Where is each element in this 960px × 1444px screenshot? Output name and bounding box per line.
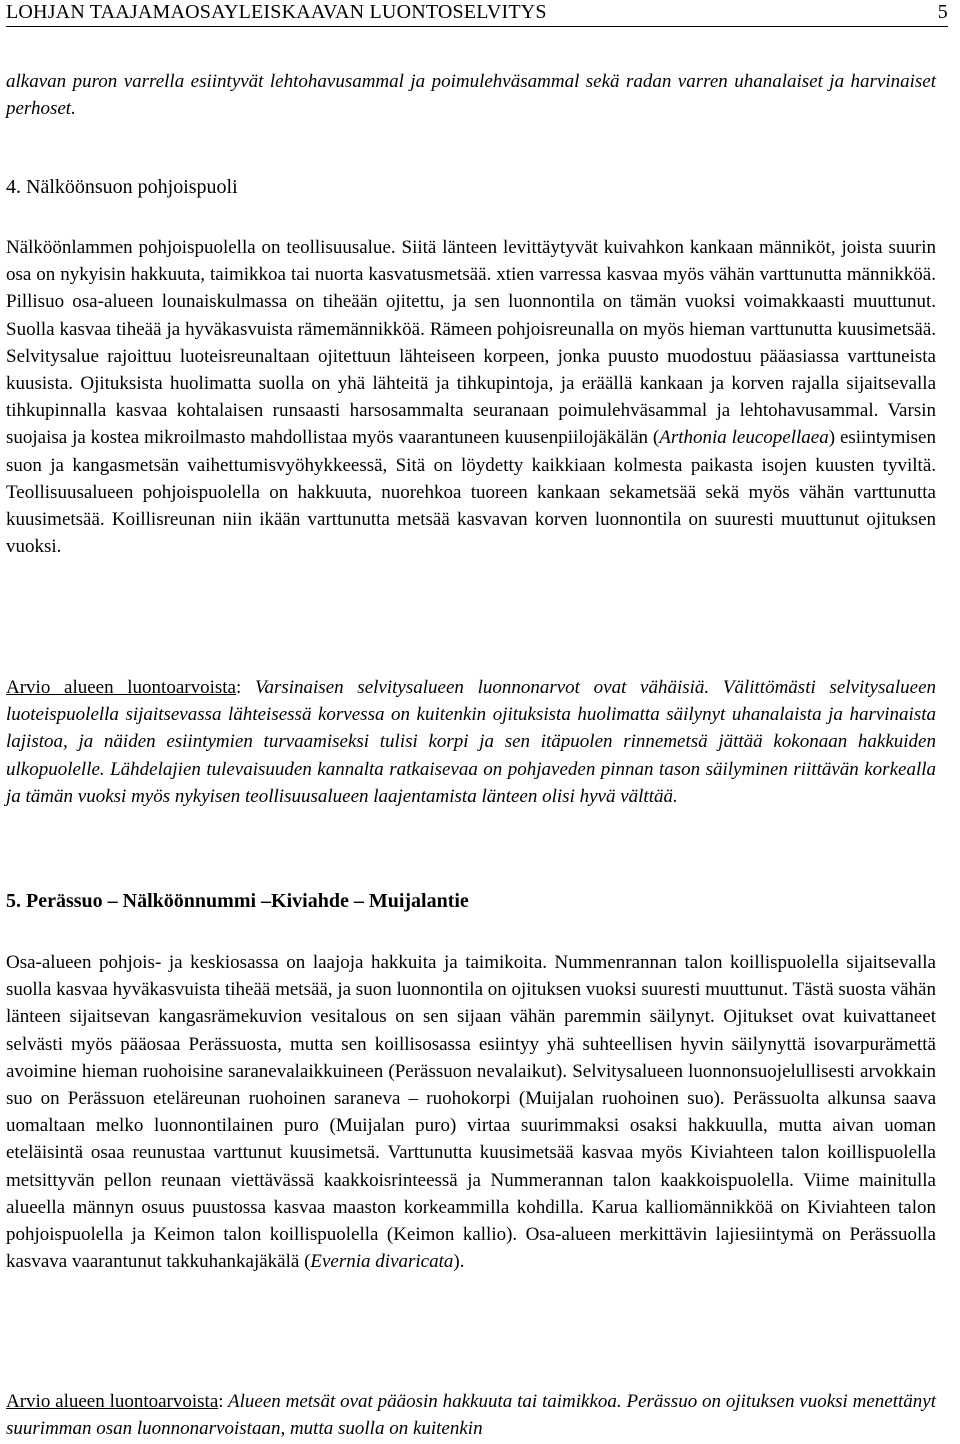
section-5-text-rest: ). <box>453 1251 465 1273</box>
section-4-paragraph <box>6 234 936 560</box>
section-4-heading: 4. Nälköönsuon pohjoispuoli <box>6 176 238 198</box>
section-5-paragraph <box>6 949 936 1275</box>
section-4-eval-colon: : <box>235 677 242 698</box>
section-5-eval-paragraph <box>6 1388 936 1442</box>
section-4-eval-text: Varsinaisen selvitysalueen luonnonarvot ovat vähäisiä. Välittömästi selvitysalueen luoteispuolella sijaitsevassa lähteisessä korvessa on kuitenkin ojituksista huolimatta säilynyt uhanalaista ja harvinaista lajistoa, ja näiden esiintymien turvaamiseksi tulisi korpi ja sen itäpuolen rinnemetsä jättää kokonaan hakkuiden ulkopuolelle. Lähdelajien tulevaisuuden kannalta ratkaisevaa on pohjaveden pinnan tason säilyminen riittävän korkealla ja tämän vuoksi myös nykyisen teollisuusalueen laajentamista länteen olisi hyvä välttää. <box>6 677 937 807</box>
section-5 <box>6 888 936 915</box>
intro-block <box>6 68 936 122</box>
section-5-eval-text: Alueen metsät ovat pääosin hakkuuta tai taimikkoa. Perässuo on ojituksen vuoksi menettänyt suurimman osan luonnonarvoistaan, mutta suolla on kuitenkin <box>6 1391 937 1440</box>
section-4-species: Arthonia leucopellaea <box>659 427 829 449</box>
section-5-eval-colon: : <box>218 1391 224 1412</box>
section-4-evaluation <box>6 674 936 810</box>
intro-paragraph: alkavan puron varrella esiintyvät lehtohavusammal ja poimulehväsammal sekä radan varren uhanalaiset ja harvinaiset perhoset. <box>6 71 936 120</box>
section-4-body <box>6 234 936 560</box>
section-5-evaluation <box>6 1388 936 1442</box>
document-title: LOHJAN TAAJAMAOSAYLEISKAAVAN LUONTOSELVITYS <box>6 1 547 23</box>
section-4-text-rest: ) esiintymisen suon ja kangasmetsän vaihettumisvyöhykkeessä, Sitä on löydetty kaikkiaan kolmesta paikasta isojen kuusten tyviltä. Teollisuusalueen pohjoispuolella on hakkuuta, nuorehkoa tuoreen kankaan sekametsää sekä myös vähän varttunutta kuusimetsää. Koillisreunan niin ikään varttunutta metsää kasvavan korven luonnontila on suuresti muuttunut ojituksen vuoksi. <box>6 427 936 558</box>
section-4-eval-label: Arvio alueen luontoarvoista <box>6 677 236 698</box>
page-number: 5 <box>937 1 948 23</box>
section-5-eval-label: Arvio alueen luontoarvoista <box>6 1391 219 1412</box>
section-5-body <box>6 949 936 1275</box>
page-header <box>6 0 948 27</box>
section-5-text: Osa-alueen pohjois- ja keskiosassa on laajoja hakkuita ja taimikoita. Nummenrannan talon koillispuolella sijaitsevalla suolla kasvaa hyväkasvuista tiheää metsää, ja suon luonnontila on ojituksen vuoksi suuresti muuttunut. Tästä suosta vähän länteen sijaitsevan kangasrämekuvion vesitalous on sen sijaan vähän paremmin säilynyt. Ojitukset ovat kuivattaneet selvästi myös pääosaa Perässuosta, mutta sen koillisosassa esiintyy yhä suhteellisen hyvin säilynyttä isovarpurämettä avoimine hieman ruohoisine saranevalaikkuineen (Perässuon nevalaikut). Selvitysalueen luonnonsuojelullisesti arvokkain suo on Perässuon eteläreunan ruohoinen saraneva – ruohokorpi (Muijalan ruohoinen suo). Perässuolta alkunsa saava uomaltaan melko luonnontilainen puro (Muijalan puro) virtaa suurimmaksi osaksi hakkuulla, mutta aivan uoman eteläisintä osaa reunustaa varttunut kuusimetsä. Varttunutta kuusimetsää kasvaa myös Kiviahteen talon koillispuolella metsittyvän pellon reunaan viettävässä kaakkoisrinteessä ja Nummerannan talon kaakkoispuolella. Viime mainitulla alueella männyn osuus puustossa kasvaa maaston korkeammilla kohdilla. Karua kalliomännikköä on Kiviahteen talon pohjoispuolella ja Keimon talon koillispuolella (Keimon kallio). Osa-alueen merkittävin lajiesiintymä on Perässuolla kasvava vaarantunut takkuhankajäkälä ( <box>6 952 936 1273</box>
section-4-eval-paragraph <box>6 674 936 810</box>
section-5-species: Evernia divaricata <box>310 1251 454 1273</box>
section-4 <box>6 174 936 201</box>
section-5-heading: 5. Perässuo – Nälköönnummi –Kiviahde – Muijalantie <box>6 890 469 912</box>
section-4-text: Nälköönlammen pohjoispuolella on teollisuusalue. Siitä länteen levittäytyvät kuivahkon kankaan männiköt, joista suurin osa on nykyisin hakkuuta, taimikkoa tai nuorta kasvatusmetsää. xtien varressa kasvaa myös vähän varttunutta männikköä. Pillisuo osa-alueen lounaiskulmassa on tiheään ojitettu, ja sen luonnontila on tämän vuoksi voimakkaasti muuttunut. Suolla kasvaa tiheää ja hyväkasvuista rämemännikköä. Rämeen pohjoisreunalla on myös hieman varttunutta kuusimetsää. Selvitysalue rajoittuu luoteisreunaltaan ojitettuun lähteiseen korpeen, jonka puusto muodostuu pääasiassa varttuneista kuusista. Ojituksista huolimatta suolla on yhä lähteitä ja tihkupintoja, ja eräällä kankaan ja korven rajalla sijaitsevalla tihkupinnalla kasvaa kohtalaisen runsaasti harsosammalta seuranaan poimulehväsammal ja lehtohavusammal. Varsin suojaisa ja kostea mikroilmasto mahdollistaa myös vaarantuneen kuusenpiilojäkälän ( <box>6 237 936 449</box>
